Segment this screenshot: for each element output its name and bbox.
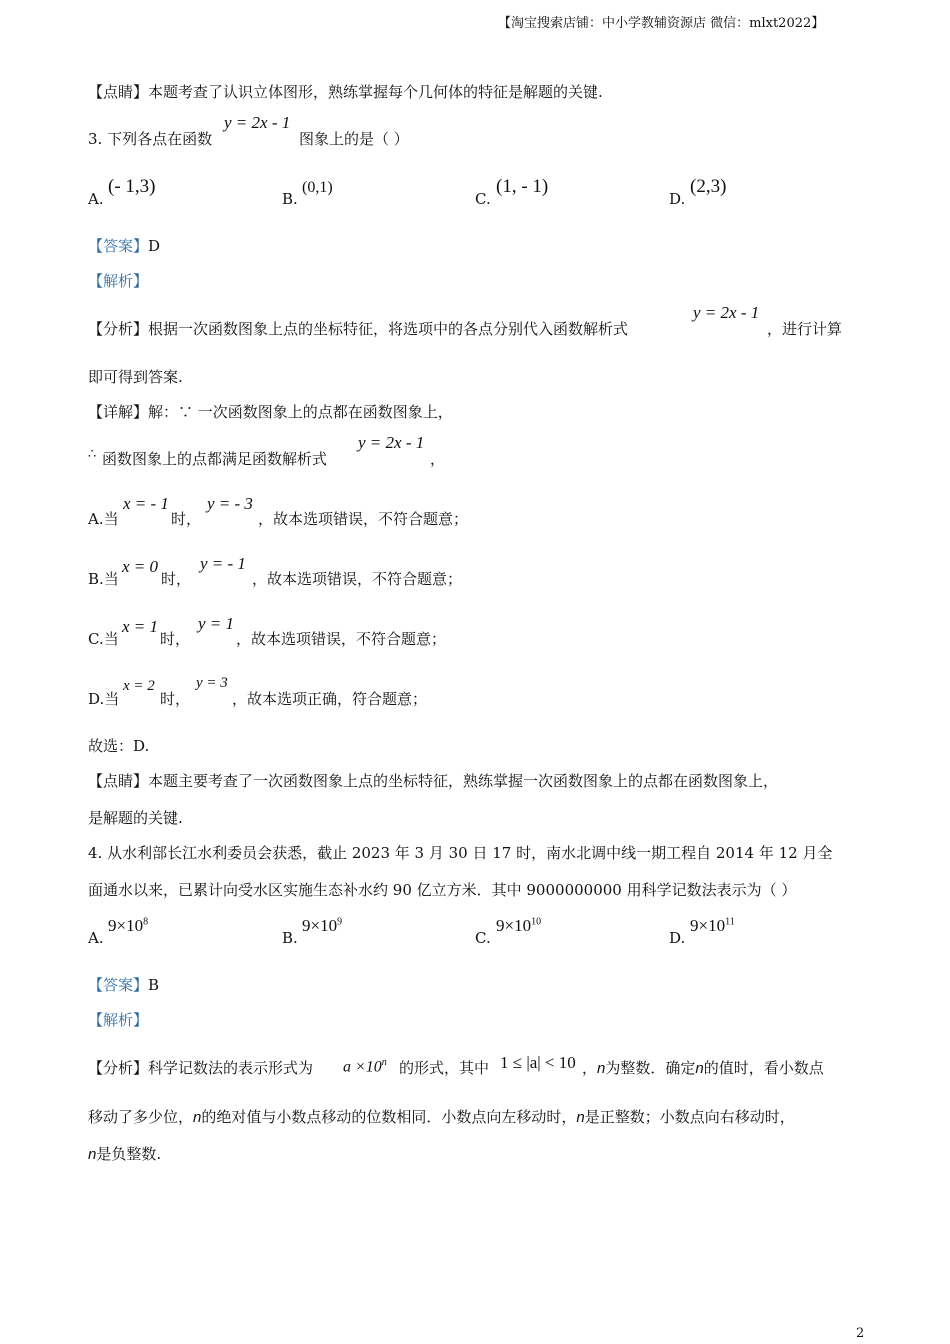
q4-option-a-value	[108, 916, 148, 936]
q3-option-c	[475, 190, 491, 208]
option-base: 9×10	[496, 916, 532, 935]
q4-stem-line2: 面通水以来，已累计向受水区实施生态补水约 90 亿立方米．其中 9000000000 用科学记数法表示为（ ）	[88, 881, 797, 899]
option-base: 9×10	[108, 916, 144, 935]
case-a-y: y = - 3	[207, 494, 253, 513]
option-exp: 9	[337, 916, 343, 928]
q3-option-d-value: (2,3)	[690, 176, 727, 197]
q3-option-a-value: (- 1,3)	[108, 176, 156, 197]
q3-stem-before: 3. 下列各点在函数	[88, 130, 213, 148]
fenxi-text: 为整数．确定	[605, 1059, 696, 1077]
therefore-symbol: ∴	[88, 447, 97, 462]
fenxi-text: 是正整数；小数点向右移动时，	[584, 1108, 795, 1126]
q3-xiangjie-func: y = 2x - 1	[358, 433, 425, 452]
q4-fenxi-b: 的形式，其中	[399, 1059, 490, 1077]
case-d-y: y = 3	[196, 675, 228, 691]
q4-answer	[88, 976, 159, 994]
fenxi-text: 的绝对值与小数点移动的位数相同．小数点向左移动时，	[201, 1108, 577, 1126]
q4-fenxi-rest	[582, 1059, 824, 1078]
answer-tag: 【答案】	[88, 237, 149, 255]
case-c-mid: 时，	[160, 630, 191, 648]
case-d-prefix: D.当	[88, 690, 120, 708]
fenxi-text: 科学记数法的表示形式为	[148, 1059, 314, 1077]
q3-jiexi-tag: 【解析】	[88, 272, 149, 290]
var-n: n	[597, 1060, 606, 1077]
page-number: 2	[856, 1326, 865, 1341]
q4-option-b-value	[302, 916, 342, 936]
fenxi-tag: 【分析】	[88, 320, 149, 338]
case-a-prefix: A.当	[88, 510, 119, 528]
form-exp: n	[381, 1057, 387, 1068]
case-d-suffix: ，故本选项正确，符合题意；	[232, 690, 428, 708]
option-base: 9×10	[690, 916, 726, 935]
q3-xiangjie-line2: 函数图象上的点都满足函数解析式	[102, 450, 328, 468]
q3-stem-after: 图象上的是（ ）	[299, 130, 409, 148]
q4-option-b: B.	[282, 929, 298, 947]
option-base: 9×10	[302, 916, 338, 935]
option-letter: A.	[88, 190, 104, 208]
q3-fenxi-line1	[88, 320, 628, 338]
q4-option-a: A.	[88, 929, 104, 947]
case-a-mid: 时，	[171, 510, 202, 528]
fenxi-comma: ，	[582, 1059, 598, 1077]
q3-xiangjie	[88, 403, 453, 421]
q4-option-d-value	[690, 916, 735, 936]
var-n: n	[88, 1146, 97, 1163]
q3-option-a	[88, 190, 104, 208]
q3-option-b-value: (0,1)	[302, 179, 333, 196]
q3-option-c-value: (1, - 1)	[496, 176, 549, 197]
case-d-mid: 时，	[160, 690, 191, 708]
q3-stem	[88, 130, 212, 148]
xiangjie-tag: 【详解】	[88, 403, 149, 421]
case-c-y: y = 1	[198, 614, 235, 633]
option-exp: 10	[531, 916, 542, 928]
answer-value: B	[148, 976, 160, 994]
q3-dianjing-line2: 是解题的关键.	[88, 809, 183, 827]
dianjing-tag: 【点睛】	[88, 83, 149, 101]
fenxi-text: 的值时，看小数点	[703, 1059, 824, 1077]
case-c-suffix: ，故本选项错误，不符合题意；	[236, 630, 447, 648]
case-c-prefix: C.当	[88, 630, 119, 648]
q4-fenxi-line2	[88, 1108, 795, 1127]
q4-stem-line1: 4. 从水利部长江水利委员会获悉，截止 2023 年 3 月 30 日 17 时，南水北调中线一期工程自 2014 年 12 月全	[88, 844, 833, 862]
form-base: a ×10	[343, 1058, 382, 1076]
case-a-x: x = - 1	[123, 494, 169, 513]
var-n: n	[193, 1109, 202, 1126]
case-b-suffix: ，故本选项错误，不符合题意；	[252, 570, 463, 588]
case-b-prefix: B.当	[88, 570, 119, 588]
q4-fenxi-form	[343, 1057, 387, 1077]
dianjing-text: 本题考查了认识立体图形，熟练掌握每个几何体的特征是解题的关键.	[148, 83, 603, 101]
q3-fenxi-func: y = 2x - 1	[693, 303, 760, 322]
q4-option-c: C.	[475, 929, 491, 947]
dianjing-text: 本题主要考查了一次函数图象上点的坐标特征，熟练掌握一次函数图象上的点都在函数图象上，	[148, 772, 779, 790]
q3-guxuan: 故选：D.	[88, 737, 150, 755]
q4-option-d: D.	[669, 929, 686, 947]
q3-answer	[88, 237, 160, 255]
var-n: n	[695, 1060, 704, 1077]
case-b-y: y = - 1	[200, 554, 246, 573]
fenxi-text: 根据一次函数图象上点的坐标特征，将选项中的各点分别代入函数解析式	[148, 320, 629, 338]
fenxi-tag: 【分析】	[88, 1059, 149, 1077]
option-letter: B.	[282, 190, 298, 208]
q3-xiangjie-end: ，	[430, 450, 446, 468]
xiangjie-text: 解：∵ 一次函数图象上的点都在函数图象上，	[148, 403, 453, 421]
var-n: n	[576, 1109, 585, 1126]
q3-option-b	[282, 190, 298, 208]
q4-fenxi-line1	[88, 1059, 313, 1077]
case-a-suffix: ，故本选项错误，不符合题意；	[258, 510, 469, 528]
q3-dianjing-line1	[88, 772, 778, 790]
q3-fenxi-line2: 即可得到答案.	[88, 368, 183, 386]
fenxi-text: 是负整数.	[96, 1145, 162, 1163]
page-header: 【淘宝搜索店铺：中小学教辅资源店 微信：mlxt2022】	[498, 16, 825, 31]
case-b-x: x = 0	[122, 557, 159, 576]
dianjing-tag: 【点睛】	[88, 772, 149, 790]
option-exp: 8	[143, 916, 149, 928]
case-c-x: x = 1	[122, 617, 159, 636]
option-letter: D.	[669, 190, 686, 208]
q3-fenxi-after: ，进行计算	[767, 320, 843, 338]
q3-func: y = 2x - 1	[224, 113, 291, 132]
q4-fenxi-line3	[88, 1145, 161, 1164]
fenxi-text: 移动了多少位，	[88, 1108, 194, 1126]
case-b-mid: 时，	[161, 570, 192, 588]
q3-option-d	[669, 190, 685, 208]
q4-jiexi-tag: 【解析】	[88, 1011, 149, 1029]
case-d-x: x = 2	[123, 678, 155, 694]
prev-dianjing	[88, 83, 603, 101]
option-exp: 11	[725, 916, 735, 928]
q4-option-c-value	[496, 916, 541, 936]
option-letter: C.	[475, 190, 491, 208]
q4-fenxi-cond: 1 ≤ |a| < 10	[500, 1053, 576, 1072]
answer-tag: 【答案】	[88, 976, 149, 994]
answer-value: D	[148, 237, 161, 255]
